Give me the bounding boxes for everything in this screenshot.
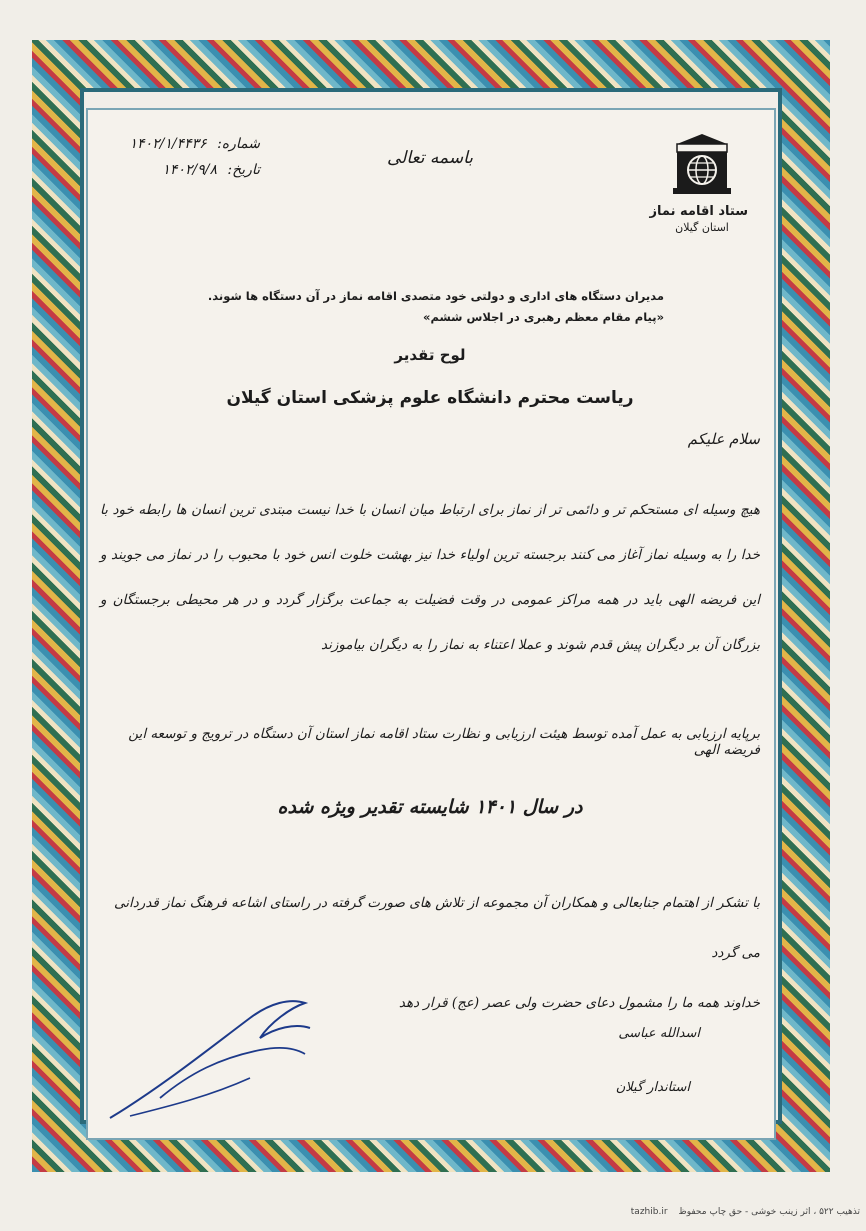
award-highlight: در سال ۱۴۰۱ شایسته تقدیر ویژه شده — [277, 796, 583, 818]
quote-line-1: مدیران دستگاه های اداری و دولتی خود متصدی اقامه نماز در آن دستگاه ها شوند. — [207, 289, 664, 303]
handwritten-signature — [100, 978, 320, 1128]
letter-number — [110, 136, 260, 152]
recipient: ریاست محترم دانشگاه علوم پزشکی استان گیلان — [226, 388, 634, 408]
certificate-content — [100, 118, 760, 1128]
number-value: ۱۴۰۲/۱/۴۴۳۶ — [129, 136, 207, 152]
logo-org-name: ستاد اقامه نماز — [649, 204, 748, 219]
logo-province: استان گیلان — [675, 221, 729, 234]
footer-site: tazhib.ir — [630, 1207, 668, 1217]
organization-logo — [649, 130, 748, 258]
leader-quote — [134, 286, 664, 328]
salutation: سلام علیکم — [687, 430, 760, 448]
footer-note: تذهیب ۵۲۲ ، اثر زینب خوشی - حق چاپ محفوظ — [678, 1207, 860, 1217]
kaaba-globe-icon — [671, 130, 733, 202]
closing-line-1: با تشکر از اهتمام جنابعالی و همکاران آن مجموعه از تلاش های صورت گرفته در راستای اشاعه فرهنگ نماز قدردانی می گردد — [114, 895, 760, 961]
signatory-name: اسدالله عباسی — [618, 1026, 700, 1041]
print-footer — [560, 1207, 860, 1217]
number-label: شماره: — [217, 136, 260, 152]
certificate-title: لوح تقدیر — [394, 346, 466, 364]
evaluation-paragraph: برپایه ارزیابی به عمل آمده توسط هیئت ارزیابی و نظارت ستاد اقامه نماز استان آن دستگاه در ترویج و توسعه این فریضه الهی — [128, 726, 760, 758]
signatory-title: استاندار گیلان — [615, 1080, 690, 1095]
date-value: ۱۴۰۲/۹/۸ — [162, 162, 217, 178]
quote-line-2: «پیام مقام معظم رهبری در اجلاس ششم» — [423, 310, 664, 324]
closing-line-2: خداوند همه ما را مشمول دعای حضرت ولی عصر (عج) قرار دهد — [398, 995, 760, 1011]
letter-meta — [110, 136, 260, 188]
letter-date — [110, 162, 260, 178]
body-paragraph: هیچ وسیله ای مستحکم تر و دائمی تر از نماز برای ارتباط میان انسان با خدا نیست مبتدی ترین انسان ها رابطه خود با خدا را به وسیله نماز آغاز می کنند برجسته ترین اولیاء خدا نیز بهشت خلوت انس خود با محبوب را در نماز می جویند و این فریضه الهی باید در همه مراکز عمومی در وقت فضیلت به جماعت برگزار گردد و در هر محیطی برجستگان و بزرگان آن بر دیگران پیش قدم شوند و عملا اعتناء به نماز را به دیگران بیاموزند — [100, 502, 760, 653]
date-label: تاریخ: — [227, 162, 260, 178]
basmala: باسمه تعالی — [387, 148, 473, 168]
